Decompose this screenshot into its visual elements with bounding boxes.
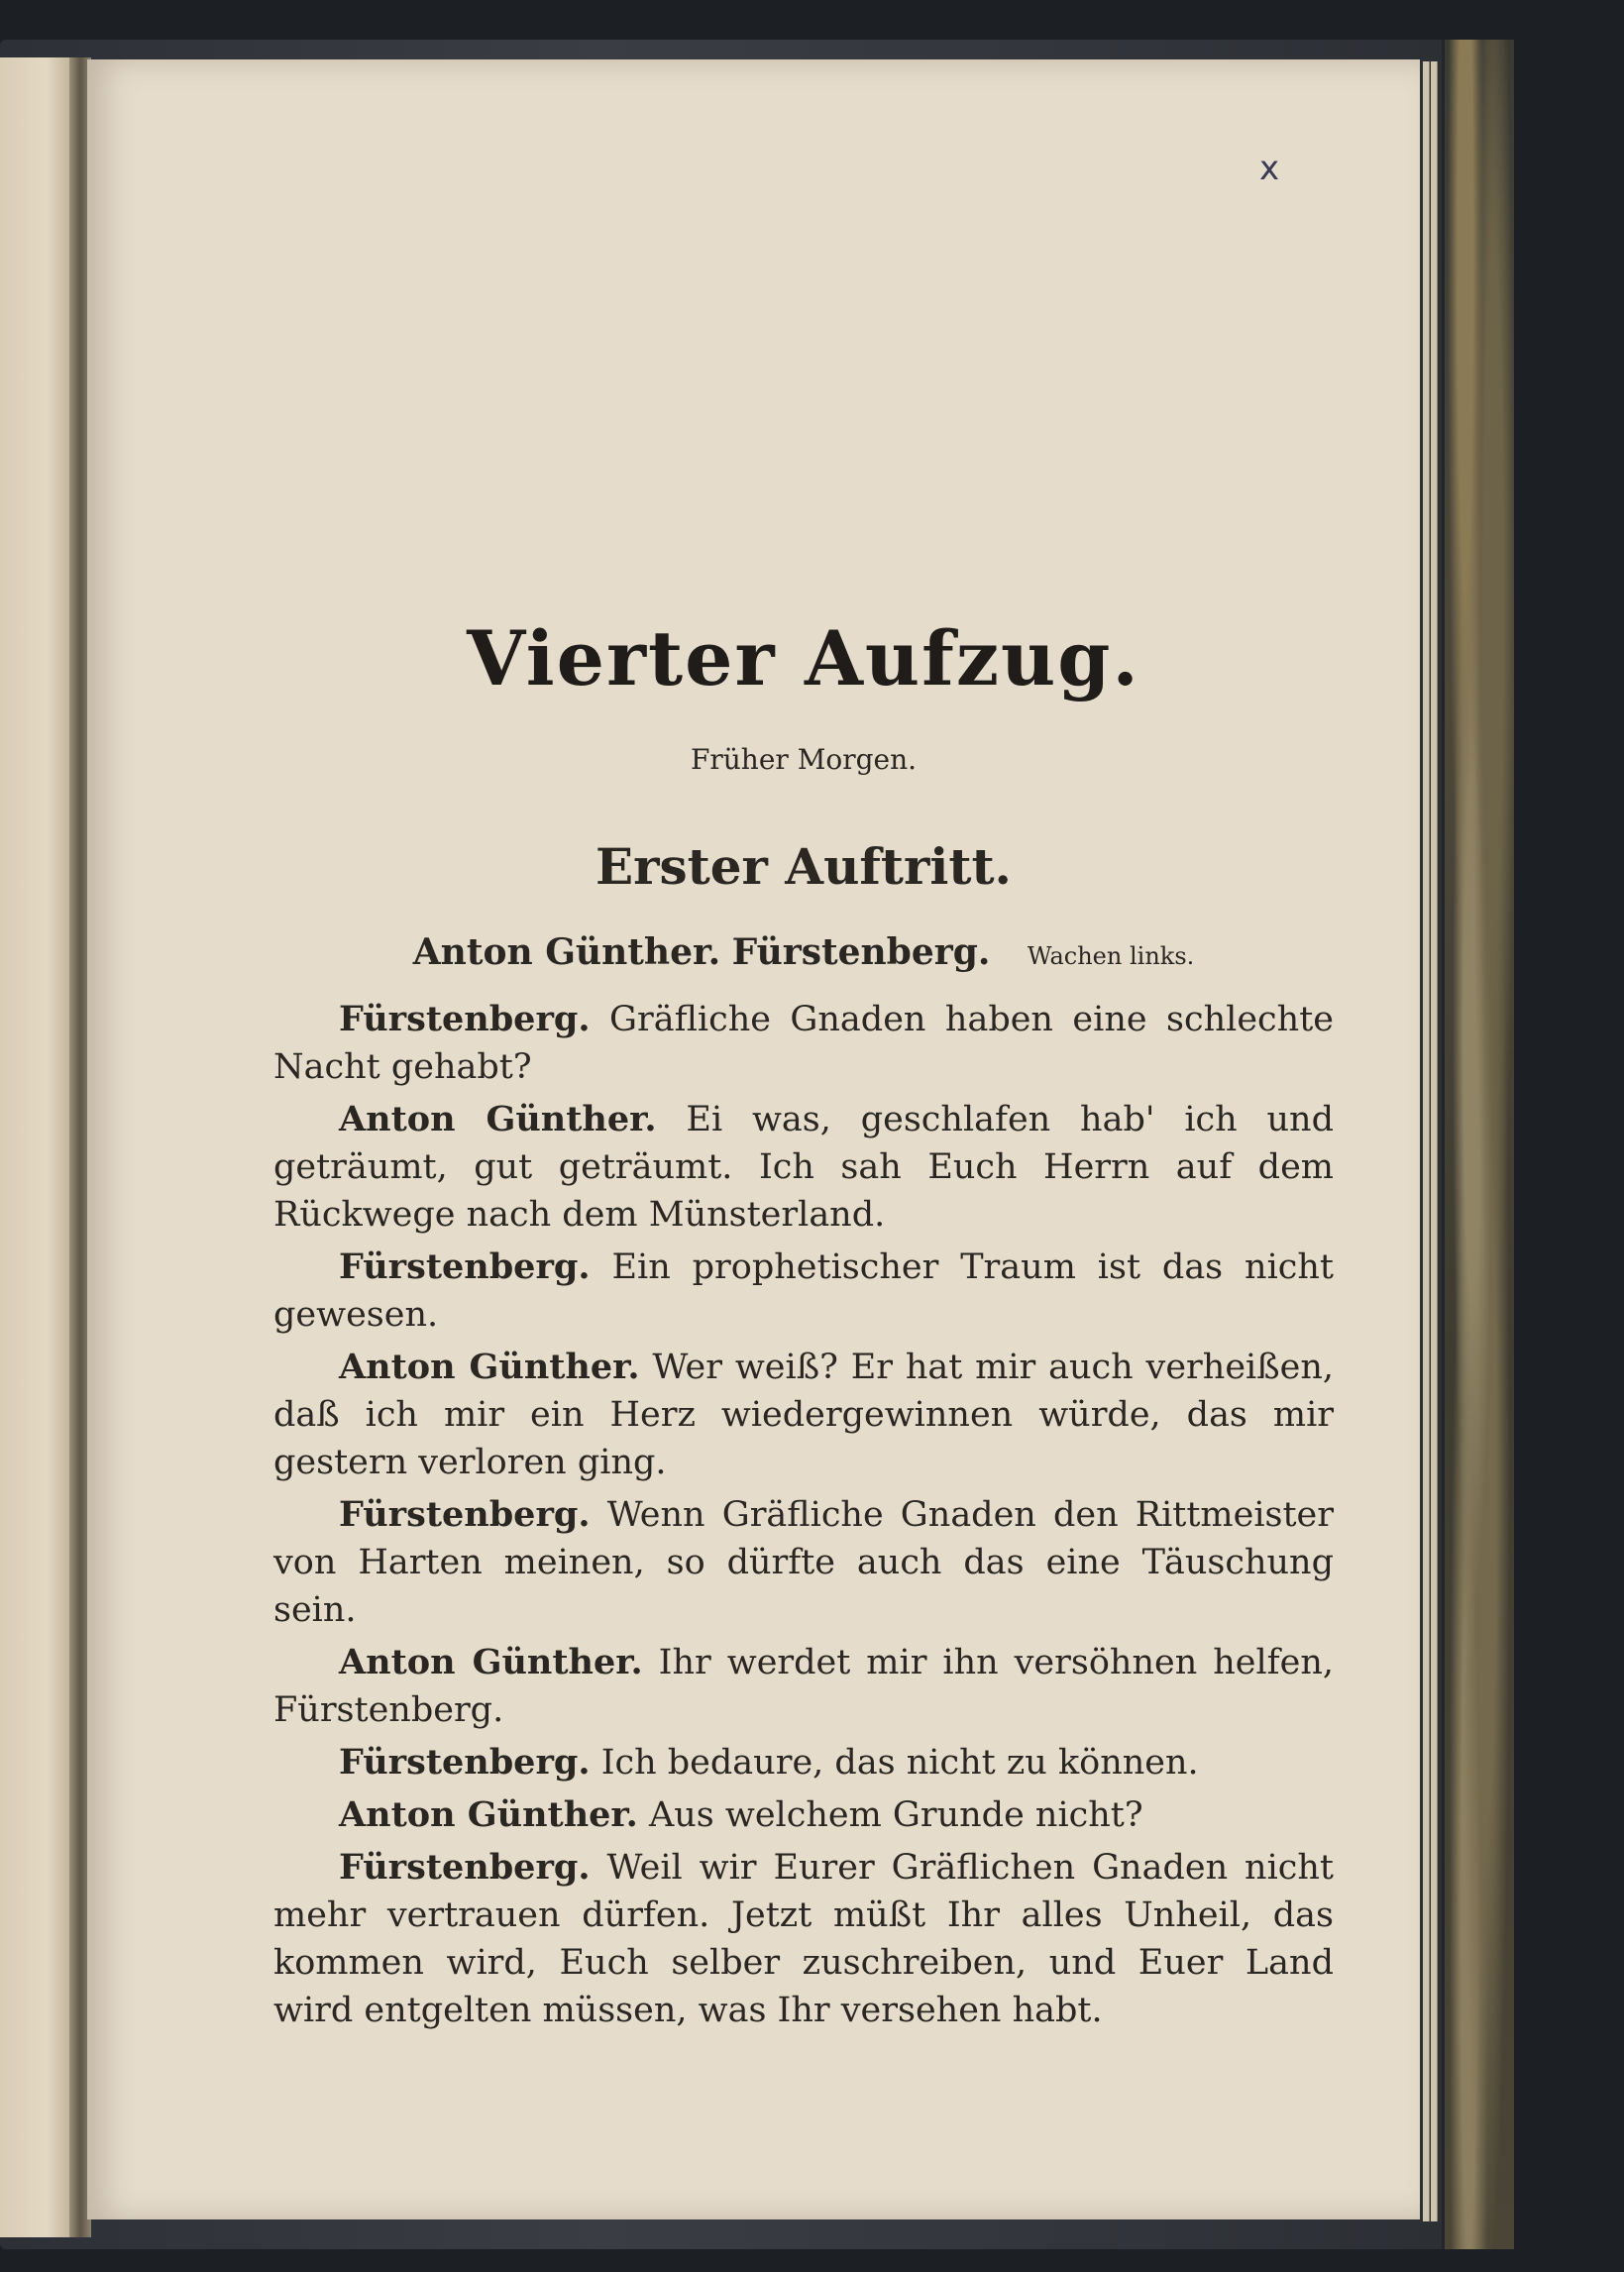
dialog-line [273, 1244, 1334, 1339]
cast-person: Anton Günther. [412, 931, 721, 973]
stage-direction: Wachen links. [1027, 942, 1195, 970]
speaker-name: Anton Günther. [339, 1794, 638, 1835]
speaker-name: Fürstenberg. [339, 999, 591, 1039]
dialog-line [273, 1491, 1334, 1634]
dialog-line [273, 996, 1334, 1091]
dialog-text: Wenn Gräfliche Gnaden den Rittmeister von Harten meinen, so dürfte auch das eine Täuschung sein. [273, 1495, 1334, 1630]
dialog-line [273, 1739, 1334, 1786]
dialog-text: Ihr werdet mir ihn versöhnen helfen, Fürstenberg. [273, 1643, 1334, 1730]
dialog-text: Ich bedaure, das nicht zu können. [600, 1743, 1199, 1783]
page-edge [1423, 61, 1430, 2221]
facing-page-edge [0, 57, 77, 2237]
dialog-line [273, 1844, 1334, 2034]
dialog-line [273, 1096, 1334, 1239]
time-of-day: Früher Morgen. [690, 743, 918, 776]
cast-line [273, 931, 1334, 973]
scene-heading: Erster Auftritt. [595, 837, 1012, 896]
dialog-line [273, 1791, 1334, 1839]
pencil-mark: x [1259, 149, 1280, 188]
dialog-text: Ei was, geschlafen hab' ich und geträumt, gut geträumt. Ich sah Euch Herrn auf dem Rückwege nach dem Münsterland. [273, 1100, 1334, 1235]
dialog-text: Weil wir Eurer Gräflichen Gnaden nicht mehr vertrauen dürfen. Jetzt müßt Ihr alles Unheil, das kommen wird, Euch selber zuschreiben, und Euer Land wird entgelten müssen, was Ihr versehen habt. [273, 1848, 1334, 2030]
speaker-name: Fürstenberg. [339, 1847, 591, 1888]
marbled-board [1442, 40, 1514, 2249]
dialog-line [273, 1639, 1334, 1734]
dialog-text: Aus welchem Grunde nicht? [648, 1795, 1143, 1835]
dialog-text: Ein prophetischer Traum ist das nicht gewesen. [273, 1247, 1334, 1335]
book-page [87, 59, 1420, 2219]
speaker-name: Anton Günther. [339, 1347, 640, 1387]
dialog-line [273, 1344, 1334, 1486]
dialog-block [273, 996, 1334, 2039]
speaker-name: Fürstenberg. [339, 1494, 591, 1535]
dialog-text: Gräfliche Gnaden haben eine schlechte Nacht gehabt? [273, 1000, 1334, 1087]
act-title: Vierter Aufzug. [467, 614, 1140, 703]
speaker-name: Anton Günther. [339, 1099, 657, 1139]
cast-person: Fürstenberg. [731, 931, 991, 973]
speaker-name: Fürstenberg. [339, 1246, 591, 1287]
speaker-name: Fürstenberg. [339, 1742, 591, 1783]
dialog-text: Wer weiß? Er hat mir auch verheißen, daß ich mir ein Herz wiedergewinnen würde, das mir gestern verloren ging. [273, 1348, 1334, 1482]
page-edge [1431, 61, 1438, 2221]
speaker-name: Anton Günther. [339, 1642, 643, 1682]
